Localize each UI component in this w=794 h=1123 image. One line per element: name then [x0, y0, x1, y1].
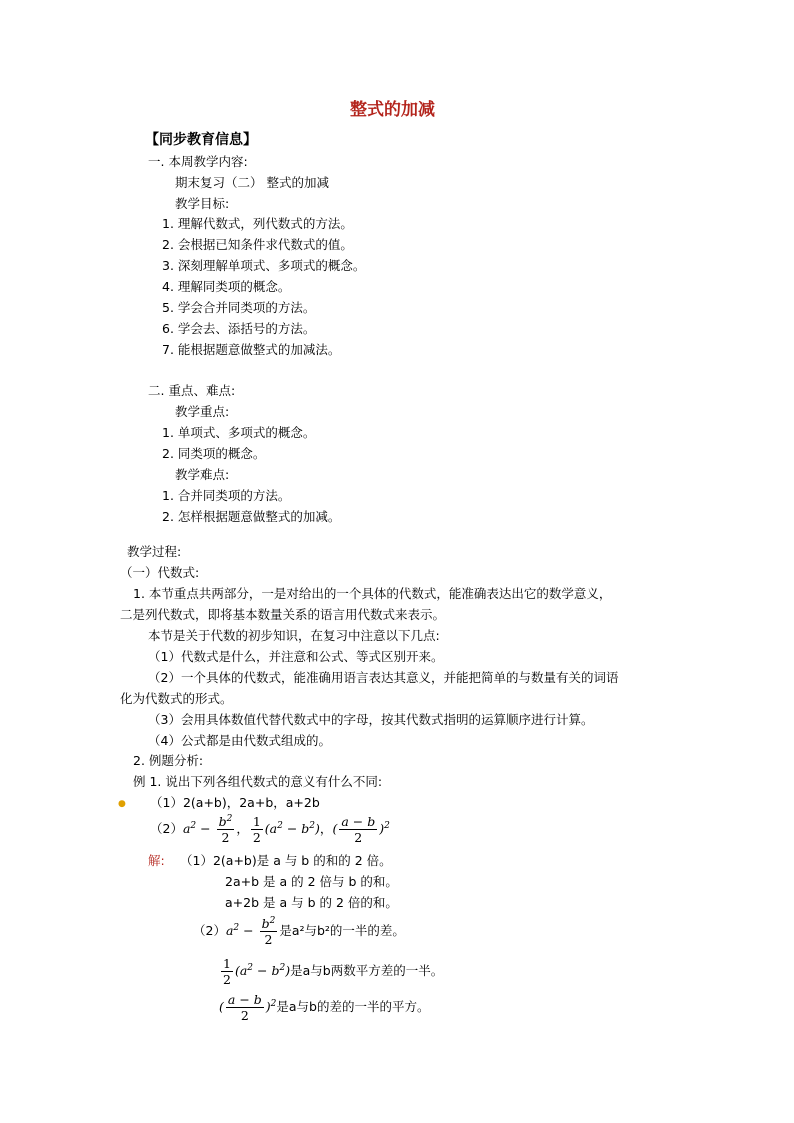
goal-item: 7. 能根据题意做整式的加减法。: [162, 342, 341, 357]
goals-label: 教学目标:: [175, 196, 230, 211]
difficulty-item: 1. 合并同类项的方法。: [162, 488, 291, 503]
process-label: 教学过程:: [127, 544, 182, 559]
paragraph: 1. 本节重点共两部分，一是对给出的一个具体的代数式，能准确表达出它的数学意义，: [133, 586, 612, 601]
solution-line: 2a+b 是 a 的 2 倍与 b 的和。: [225, 874, 398, 889]
goal-item: 3. 深刻理解单项式、多项式的概念。: [162, 258, 366, 273]
solution-formula: （2） $a^2$ − $\frac{b^2}{2}$ 是a²与b²的一半的差。: [193, 915, 405, 947]
example-line-formula: （2） $a^2$ − $\frac{b^2}{2}$ ， $\frac{1}{2}$ $(a^2 - b^2)$ ， ( $\frac{a - b}{2}$ )$^2$: [150, 813, 390, 845]
bullet-dot: ●: [118, 799, 126, 809]
difficulty-item: 2. 怎样根据题意做整式的加减。: [162, 509, 341, 524]
paragraph: 本节是关于代数的初步知识，在复习中注意以下几点:: [148, 628, 440, 643]
goal-item: 5. 学会合并同类项的方法。: [162, 300, 316, 315]
solution-line: a+2b 是 a 与 b 的 2 倍的和。: [225, 895, 398, 910]
paragraph: 二是列代数式，即将基本数量关系的语言用代数式来表示。: [120, 607, 446, 622]
process-sub1: （一）代数式:: [120, 565, 200, 580]
goal-item: 6. 学会去、添括号的方法。: [162, 321, 316, 336]
page-title: 整式的加减: [350, 100, 435, 120]
solution-formula: ( $\frac{a - b}{2}$ )$^2$ 是a与b的差的一半的平方。: [219, 991, 430, 1023]
solution-formula: $\frac{1}{2}$ $(a^2 - b^2)$ 是a与b两数平方差的一半。: [223, 955, 444, 987]
s1-label: 一. 本周教学内容:: [148, 154, 248, 169]
paragraph: 2. 例题分析:: [133, 753, 204, 768]
goal-item: 4. 理解同类项的概念。: [162, 279, 291, 294]
difficulty-label: 教学难点:: [175, 467, 230, 482]
list-item: 化为代数式的形式。: [120, 691, 233, 706]
key-item: 1. 单项式、多项式的概念。: [162, 425, 316, 440]
solution-line: （1）2(a+b)是 a 与 b 的和的 2 倍。: [180, 853, 392, 868]
example-line: （1）2(a+b)，2a+b，a+2b: [150, 795, 320, 810]
list-item: （3）会用具体数值代替代数式中的字母，按其代数式指明的运算顺序进行计算。: [148, 712, 594, 727]
list-item: （1）代数式是什么，并注意和公式、等式区别开来。: [148, 649, 444, 664]
s1-subtitle: 期末复习（二） 整式的加减: [175, 175, 329, 190]
solution-label: 解:: [148, 853, 165, 868]
goal-item: 1. 理解代数式，列代数式的方法。: [162, 216, 353, 231]
key-label: 教学重点:: [175, 404, 230, 419]
list-item: （4）公式都是由代数式组成的。: [148, 733, 331, 748]
goal-item: 2. 会根据已知条件求代数式的值。: [162, 237, 353, 252]
key-item: 2. 同类项的概念。: [162, 446, 266, 461]
section-heading: 【同步教育信息】: [145, 132, 257, 148]
s2-label: 二. 重点、难点:: [148, 383, 236, 398]
example-heading: 例 1. 说出下列各组代数式的意义有什么不同:: [133, 774, 383, 789]
list-item: （2）一个具体的代数式，能准确用语言表达其意义，并能把简单的与数量有关的词语: [148, 670, 619, 685]
